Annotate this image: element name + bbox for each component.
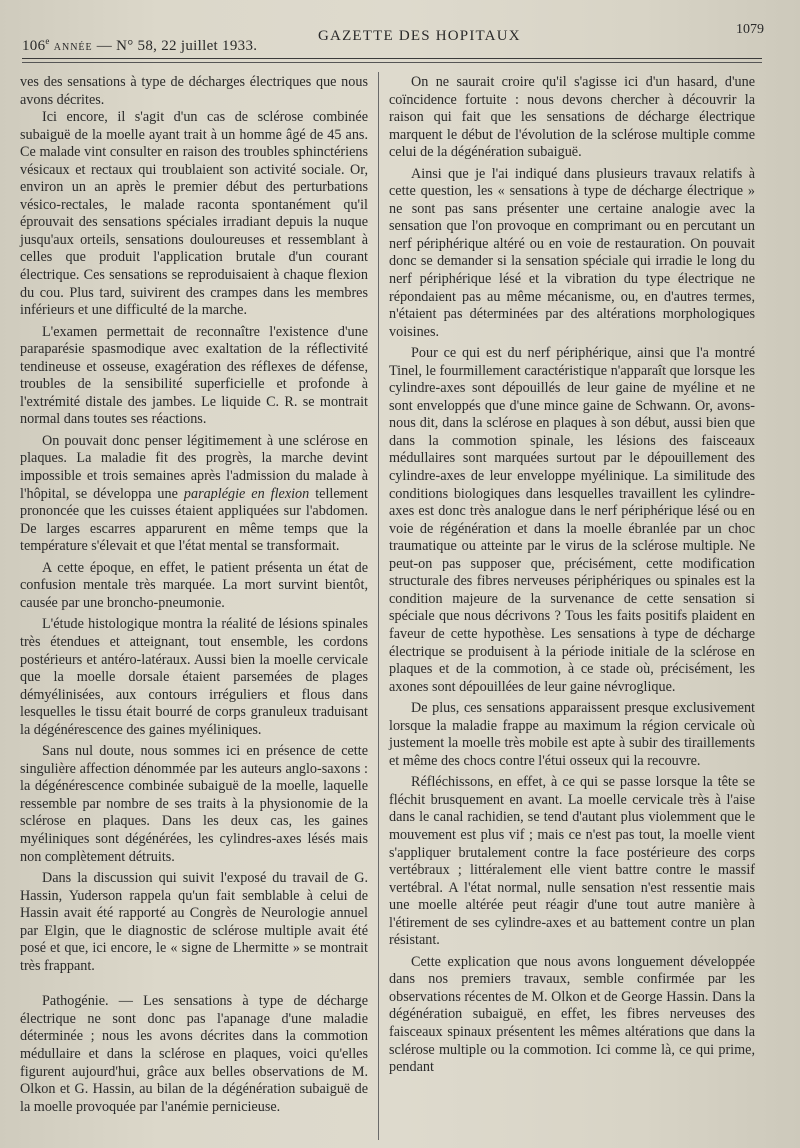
left-paragraph-8: Dans la discussion qui suivit l'exposé du travail de G. Hassin, Yuderson rappela qu'un fait semblable à celui de Hassin avait été rapporté au Congrès de Neurologie annuel par Elgin, que le diagnostic de sclérose multiple avait été posé et que, ici encore, le « signe de Lhermitte » se montrait très frappant. xyxy=(20,870,368,974)
journal-title: GAZETTE DES HOPITAUX xyxy=(318,28,521,44)
right-paragraph-2: Ainsi que je l'ai indiqué dans plusieurs travaux relatifs à cette question, les « sensations à type de décharge électrique » ne sont pas sans présenter une certaine analogie avec la sensation que l'on provoque en comprimant ou en percutant un nerf périphérique altéré ou en voie de restauration. On pouvait donc se demander si la sensation spéciale qui irradie le long du nerf périphérique lésé et la vibration du type électrique ne répondaient pas au même mécanisme, ou, en d'autres termes, n'étaient pas déterminées par des altérations morphologiques voisines. xyxy=(389,165,755,340)
header-rule xyxy=(22,58,762,59)
left-paragraph-9: Pathogénie. — Les sensations à type de décharge électrique ne sont donc pas l'apanage d'une maladie déterminée ; nous les avons décrites dans la commotion médullaire et dans la sclérose en plaques, voici qu'elles figurent aujourd'hui, grâce aux belles observations de M. Olkon et G. Hassin, au bilan de la dégénération subaiguë de la moelle provoquée par l'anémie pernicieuse. xyxy=(20,993,368,1115)
left-paragraph-7: Sans nul doute, nous sommes ici en présence de cette singulière affection dénommée par les auteurs anglo-saxons : la dégénérescence combinée subaiguë de la moelle, laquelle ressemble par nombre de ses traits à la physionomie de la sclérose en plaques. Dans les deux cas, les gaines myéliniques sont dégénérées, les cylindres-axes lésés mais non complètement détruits. xyxy=(20,743,368,865)
left-paragraph-2: Ici encore, il s'agit d'un cas de sclérose combinée subaiguë de la moelle ayant trait à un homme âgé de 45 ans. Ce malade vint consulter en raison des troubles sphinctériens vésicaux et rectaux qui troublaient son activité sociale. Or, environ un an après le premier début des perturbations vésico-rectales, le malade raconta spontanément qu'il éprouvait des sensations spéciales irradiant depuis la nuque jusqu'aux orteils, sensations douloureuses et ressemblant à celles que produit l'application brutale d'un courant électrique. Ces sensations se reproduisaient à chaque flexion du cou. Plus tard, suivirent des crampes dans les membres inférieurs et une difficulté de la marche. xyxy=(20,109,368,319)
right-paragraph-3: Pour ce qui est du nerf périphérique, ainsi que l'a montré Tinel, le fourmillement caractéristique n'apparaît que lorsque les cylindre-axes sont dépouillés de leur gaine de myéline et ne sont enveloppés que d'une mince gaine de Schwann. Or, avons-nous dit, dans la sclérose en plaques à son début, aussi bien que dans la commotion spinale, les lésions des faisceaux médullaires sont marquées surtout par le dépouillement des cylindre-axes de leur enveloppe myélinique. La similitude des conditions biologiques dans lesquelles travaillent les cylindre-axes est donc très analogue dans le nerf périphérique lésé ou en voie de régénération et dans la moelle ébranlée par un choc traumatique ou atteinte par le virus de la sclérose multiple. Ne peut-on pas supposer que, précisément, cette modification structurale des fibres nerveuses périphériques ou spinales est la condition majeure de la survenance de cette sensation si spéciale que nous décrivons ? Tous les faits positifs plaident en faveur de cette hypothèse. Les sensations à type de décharge électrique se produisent à la période initiale de la sclérose en plaques et de la commotion, à ce stade où, précisément, les axones sont dépouillées de leur gaine névroglique. xyxy=(389,345,755,695)
right-paragraph-6: Cette explication que nous avons longuement développée dans nos premiers travaux, semble confirmée par les observations récentes de M. Olkon et de George Hassin. Dans la dégénération subaiguë, en effet, les fibres nerveuses des faisceaux spinaux présentent les mêmes altérations que dans la sclérose multiple ou la commotion. Ici comme là, ce qui prime, pendant xyxy=(389,953,755,1076)
right-paragraph-4: De plus, ces sensations apparaissent presque exclusivement lorsque la maladie frappe au maximum la région cervicale où justement la moelle très mobile est apte à subir des tiraillements et même des chocs contre l'étui osseux qui la recouvre. xyxy=(389,700,755,769)
left-paragraph-1: ves des sensations à type de décharges électriques que nous avons décrites. xyxy=(20,74,368,108)
column-divider xyxy=(378,72,379,1140)
left-column xyxy=(20,74,368,1142)
left-paragraph-5: A cette époque, en effet, le patient présenta un état de confusion mentale très marquée. La mort survint bientôt, causée par une broncho-pneumonie. xyxy=(20,559,368,611)
right-paragraph-1: On ne saurait croire qu'il s'agisse ici d'un hasard, d'une coïncidence fortuite : nous devons chercher à découvrir la raison qui fait que les sensations de décharge électrique marquent le début de l'évolution de la sclérose multiple comme celui de la dégénération subaiguë. xyxy=(389,74,755,161)
left-paragraph-4 xyxy=(20,433,368,556)
left-paragraph-6: L'étude histologique montra la réalité de lésions spinales très étendues et atteignant, tout ensemble, les cordons postérieurs et antéro-latéraux. Aussi bien la moelle cervicale que la moelle dorsale étaient parsemées de plages démyélinisées, aux contours irréguliers et flous dans lesquelles le tissu était bourré de corps granuleux traduisant la dégénérescence des gaines myéliniques. xyxy=(20,616,368,738)
right-column xyxy=(389,74,755,1142)
left-paragraph-4-a: On pouvait donc penser légitimement à une sclérose en plaques. La maladie fit des progrès, la marche devint impossible et trois semaines après l'admission du malade à l'hôpital, se développa une xyxy=(20,432,368,502)
left-paragraph-4-b: tellement prononcée que les cuisses étaient appliquées sur l'abdomen. De larges escarres apparurent en même temps que la température s'élevait et que l'état mental se transformait. xyxy=(20,485,368,555)
left-paragraph-4-italic: paraplégie en flexion xyxy=(183,485,310,502)
year-number: 106 xyxy=(22,38,46,54)
header-rule-thin xyxy=(22,62,762,63)
page-header xyxy=(22,22,764,62)
issue-info xyxy=(22,36,257,55)
right-paragraph-5: Réfléchissons, en effet, à ce qui se passe lorsque la tête se fléchit brusquement en avant. La moelle cervicale très à l'aise dans le canal rachidien, se tend d'autant plus violemment que le mouvement est plus vif ; mais ce n'est pas tout, la moelle vient s'appliquer brutalement contre la face postérieure des corps vertébraux ; littéralement elle vient battre contre le massif vertébral. A l'état normal, nulle sensation n'est ressentie mais une moelle altérée peut réagir d'une tout autre manière à l'étirement de ses cylindre-axes et au battement contre un plan résistant. xyxy=(389,774,755,949)
page-number: 1079 xyxy=(736,22,764,37)
left-paragraph-3: L'examen permettait de reconnaître l'existence d'une paraparésie spasmodique avec exaltation de la réflectivité tendineuse et osseuse, exagération des réflexes de défense, troubles de la sensibilité superficielle et profonde à l'extrémité distale des jambes. Le liquide C. R. se montrait normal dans toutes ses réactions. xyxy=(20,323,368,428)
year-word: ANNÉE xyxy=(53,42,93,53)
issue-number: — N° 58, 22 juillet 1933. xyxy=(96,38,258,54)
year-suffix: e xyxy=(45,36,50,46)
